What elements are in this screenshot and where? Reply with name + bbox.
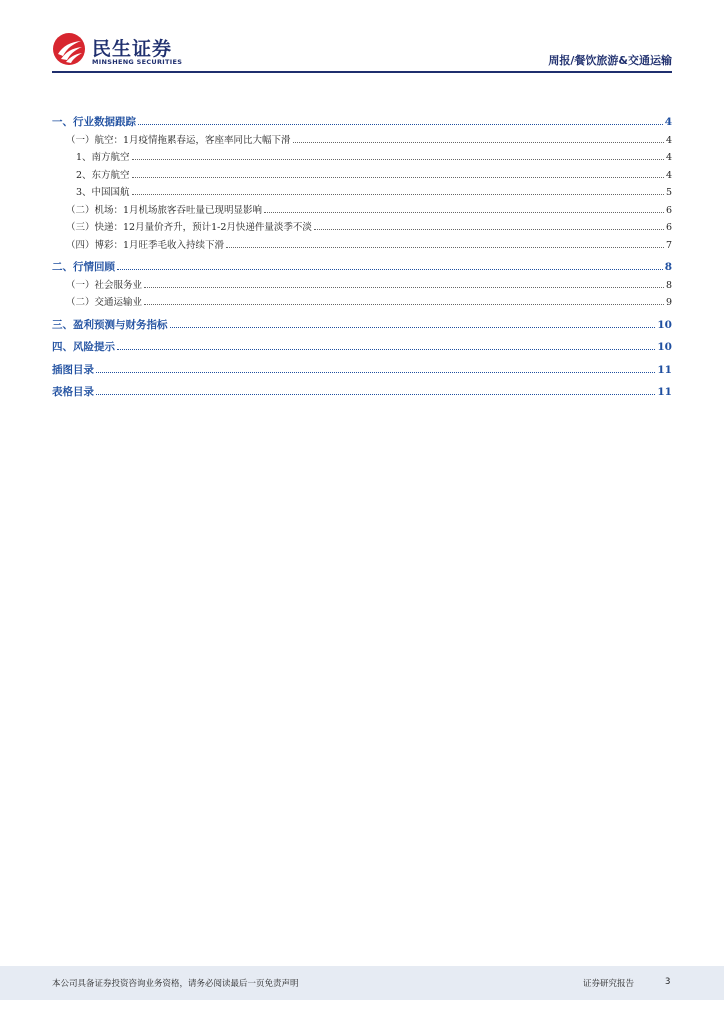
toc-entry[interactable] bbox=[52, 317, 672, 335]
toc-entry-page: 5 bbox=[665, 187, 672, 198]
toc-entry-title: （一）航空：1月疫情拖累春运，客座率同比大幅下滑 bbox=[66, 134, 291, 146]
toc-entry-page: 11 bbox=[657, 363, 672, 376]
toc-entry-title: 三、盈利预测与财务指标 bbox=[52, 318, 168, 331]
toc-entry[interactable] bbox=[52, 384, 672, 402]
footer-disclaimer: 本公司具备证券投资咨询业务资格，请务必阅读最后一页免责声明 bbox=[52, 979, 299, 989]
toc-entry-page: 4 bbox=[664, 116, 672, 128]
toc-entry-title: 一、行业数据跟踪 bbox=[52, 116, 136, 128]
toc-leader-dots bbox=[226, 247, 664, 248]
toc-entry[interactable] bbox=[52, 237, 672, 255]
toc-entry-title: （二）交通运输业 bbox=[66, 297, 143, 308]
footer-doc-type: 证券研究报告 bbox=[583, 979, 635, 989]
toc-entry-page: 4 bbox=[665, 152, 672, 163]
toc-entry-title: （一）社会服务业 bbox=[66, 279, 143, 291]
page-header bbox=[52, 30, 672, 74]
toc-entry-title: 1、南方航空 bbox=[76, 152, 130, 163]
toc-entry-page: 9 bbox=[665, 297, 672, 308]
toc-entry-page: 8 bbox=[664, 261, 672, 273]
header-divider bbox=[52, 71, 672, 73]
toc-leader-dots bbox=[314, 229, 664, 230]
logo-text-en: MINSHENG SECURITIES bbox=[92, 58, 183, 66]
toc-leader-dots bbox=[144, 304, 664, 305]
toc-entry-page: 10 bbox=[657, 341, 672, 353]
report-category: 周报/餐饮旅游&交通运输 bbox=[548, 54, 672, 67]
toc-entry-title: 3、中国国航 bbox=[76, 187, 130, 198]
toc-entry[interactable] bbox=[52, 149, 672, 167]
toc-entry[interactable] bbox=[52, 167, 672, 185]
page-number: 3 bbox=[665, 977, 671, 987]
toc-entry-page: 11 bbox=[657, 386, 672, 398]
toc-entry[interactable] bbox=[52, 259, 672, 277]
toc-entry-page: 8 bbox=[665, 279, 672, 291]
toc-entry-title: （四）博彩：1月旺季毛收入持续下滑 bbox=[66, 239, 225, 251]
toc-entry-page: 10 bbox=[657, 318, 672, 331]
table-of-contents bbox=[52, 114, 672, 402]
toc-leader-dots bbox=[132, 159, 664, 160]
toc-entry[interactable] bbox=[52, 114, 672, 132]
toc-entry[interactable] bbox=[52, 184, 672, 202]
toc-entry[interactable] bbox=[52, 132, 672, 150]
toc-leader-dots bbox=[264, 212, 664, 213]
toc-entry-title: （三）快递：12月量价齐升，预计1-2月快递件量淡季不淡 bbox=[66, 222, 312, 233]
toc-leader-dots bbox=[138, 124, 663, 125]
toc-leader-dots bbox=[132, 177, 664, 178]
toc-entry-page: 7 bbox=[665, 239, 672, 251]
toc-entry-title: 表格目录 bbox=[52, 386, 94, 398]
toc-leader-dots bbox=[96, 394, 655, 395]
toc-entry-title: 四、风险提示 bbox=[52, 341, 115, 353]
toc-entry-page: 4 bbox=[665, 169, 672, 181]
toc-entry[interactable] bbox=[52, 277, 672, 295]
toc-entry-title: 插图目录 bbox=[52, 363, 94, 376]
toc-leader-dots bbox=[132, 194, 664, 195]
toc-leader-dots bbox=[144, 287, 664, 288]
toc-entry[interactable] bbox=[52, 202, 672, 220]
minsheng-logo-icon bbox=[52, 32, 86, 66]
toc-leader-dots bbox=[117, 269, 663, 270]
toc-leader-dots bbox=[96, 372, 655, 373]
toc-entry-title: 2、东方航空 bbox=[76, 169, 130, 181]
toc-entry[interactable] bbox=[52, 294, 672, 312]
toc-entry[interactable] bbox=[52, 362, 672, 380]
toc-entry-page: 6 bbox=[665, 222, 672, 233]
logo-text-cn: 民生证券 bbox=[92, 38, 173, 60]
toc-entry-title: （二）机场：1月机场旅客吞吐量已现明显影响 bbox=[66, 204, 263, 216]
toc-entry-page: 4 bbox=[665, 134, 672, 146]
toc-entry-title: 二、行情回顾 bbox=[52, 261, 115, 273]
toc-leader-dots bbox=[293, 142, 664, 143]
toc-leader-dots bbox=[117, 349, 655, 350]
toc-entry[interactable] bbox=[52, 219, 672, 237]
toc-entry[interactable] bbox=[52, 339, 672, 357]
toc-leader-dots bbox=[170, 327, 656, 328]
toc-entry-page: 6 bbox=[665, 204, 672, 216]
